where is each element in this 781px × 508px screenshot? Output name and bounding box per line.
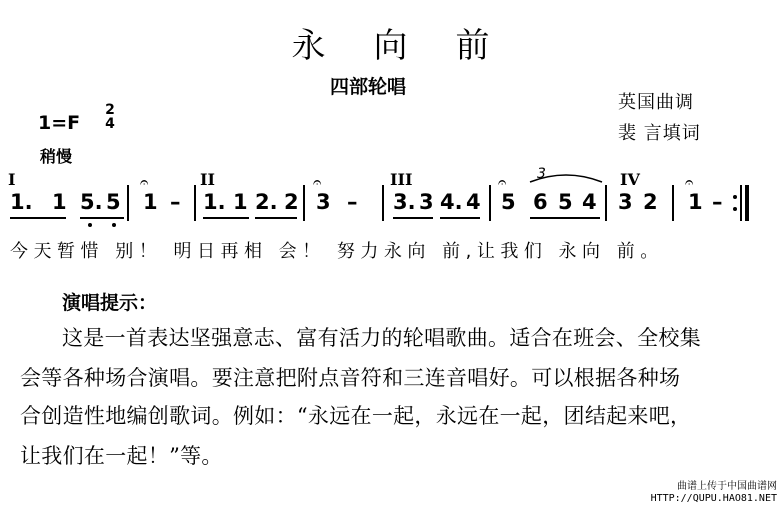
- repeat-dot: [733, 207, 737, 211]
- bar-line: [127, 185, 129, 221]
- final-bar-line: [745, 185, 749, 221]
- note: –: [347, 190, 358, 214]
- time-signature-bottom: 4: [105, 116, 115, 132]
- time-signature-top: 2: [105, 102, 115, 118]
- bar-line: [605, 185, 607, 221]
- underline-beam: [10, 217, 66, 219]
- bar-line: [382, 185, 384, 221]
- underline-beam: [80, 217, 124, 219]
- note: 5: [501, 190, 516, 214]
- note: 1.: [203, 190, 226, 214]
- tips-line: 会等各种场合演唱。要注意把附点音符和三连音唱好。可以根据各种场: [20, 366, 681, 390]
- fermata-icon: 𝄐: [140, 173, 149, 191]
- note: 2: [284, 190, 299, 214]
- underline-beam: [255, 217, 297, 219]
- watermark-line-1: 曲谱上传于中国曲谱网: [677, 481, 777, 492]
- bar-line: [489, 185, 491, 221]
- note: 1.: [10, 190, 33, 214]
- fermata-icon: 𝄐: [313, 173, 322, 191]
- note: –: [712, 190, 723, 214]
- lower-octave-dot: [112, 223, 116, 227]
- bar-line: [672, 185, 674, 221]
- underline-beam: [203, 217, 249, 219]
- bar-line: [740, 185, 742, 221]
- tips-line: 让我们在一起！”等。: [20, 444, 223, 468]
- note: 4.: [440, 190, 463, 214]
- lower-octave-dot: [88, 223, 92, 227]
- triplet-slur: [528, 170, 604, 184]
- fermata-icon: 𝄐: [685, 173, 694, 191]
- note: 5.: [80, 190, 103, 214]
- note: 2: [643, 190, 658, 214]
- watermark-line-2: HTTP://QUPU.HAO81.NET: [650, 493, 777, 504]
- underline-beam: [440, 217, 480, 219]
- note: 5: [106, 190, 121, 214]
- note: 1: [143, 190, 158, 214]
- lyricist-credit: 裴 言填词: [618, 123, 701, 144]
- bar-line: [194, 185, 196, 221]
- note: 1: [688, 190, 703, 214]
- note: 3: [419, 190, 434, 214]
- note: 4: [582, 190, 597, 214]
- part-marker-4: IV: [620, 170, 640, 189]
- watermark-footer: [651, 481, 777, 505]
- underline-beam: [393, 217, 433, 219]
- key-signature: 1=F: [38, 112, 81, 134]
- triplet-marker: 3: [537, 166, 546, 182]
- note: 3: [316, 190, 331, 214]
- lyrics-line: 今天暂惜 别！ 明日再相 会！ 努力永向 前,让我们 永向 前。: [10, 241, 664, 262]
- note: 5: [558, 190, 573, 214]
- bar-line: [303, 185, 305, 221]
- note: 3.: [393, 190, 416, 214]
- tips-heading: 演唱提示：: [62, 292, 158, 314]
- part-marker-1: I: [8, 170, 16, 189]
- note: 4: [466, 190, 481, 214]
- song-title: 永向前: [291, 26, 538, 66]
- note: 3: [618, 190, 633, 214]
- fermata-icon: 𝄐: [498, 173, 507, 191]
- composer-credit: 英国曲调: [618, 92, 694, 113]
- tips-line: 合创造性地编创歌词。例如：“永远在一起，永远在一起，团结起来吧，: [20, 404, 692, 428]
- note: 6: [533, 190, 548, 214]
- song-subtitle: 四部轮唱: [330, 76, 407, 98]
- underline-beam: [530, 217, 600, 219]
- tempo-marking: 稍慢: [40, 147, 73, 166]
- part-marker-3: III: [390, 170, 413, 189]
- note: –: [170, 190, 181, 214]
- note: 2.: [255, 190, 278, 214]
- repeat-dot: [733, 195, 737, 199]
- note: 1: [233, 190, 248, 214]
- part-marker-2: II: [200, 170, 215, 189]
- tips-line: 这是一首表达坚强意志、富有活力的轮唱歌曲。适合在班会、全校集: [62, 326, 701, 350]
- time-signature: [100, 103, 120, 131]
- note: 1: [52, 190, 67, 214]
